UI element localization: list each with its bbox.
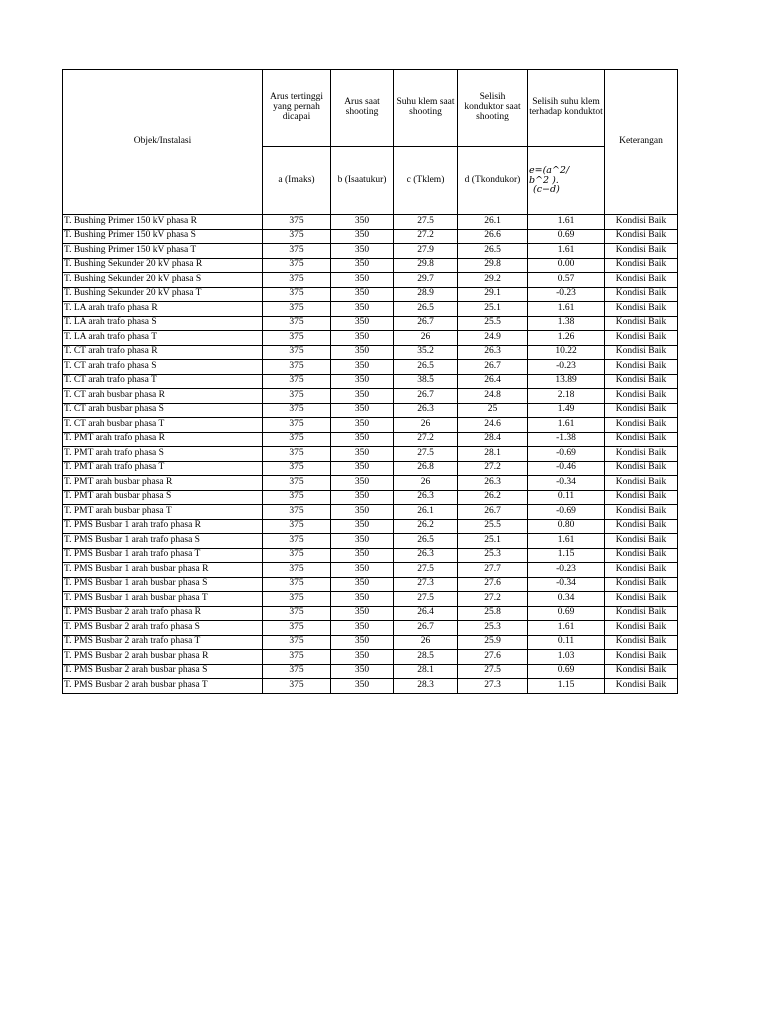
cell-keterangan: Kondisi Baik <box>605 621 678 636</box>
table-row <box>63 316 678 331</box>
col-d-sub: d (Tkondukor) <box>458 147 528 215</box>
cell-keterangan: Kondisi Baik <box>605 461 678 476</box>
cell-objek: T. PMT arah busbar phasa R <box>63 476 263 491</box>
table-row <box>63 548 678 563</box>
cell-d-tkonduktor: 25.3 <box>458 548 528 563</box>
cell-a-imaks: 375 <box>263 548 331 563</box>
cell-d-tkonduktor: 26.7 <box>458 505 528 520</box>
table-row <box>63 650 678 665</box>
cell-d-tkonduktor: 26.3 <box>458 476 528 491</box>
cell-c-tklem: 35.2 <box>394 345 458 360</box>
table-row <box>63 244 678 259</box>
cell-c-tklem: 26 <box>394 418 458 433</box>
cell-e-selisih: -0.69 <box>528 505 605 520</box>
cell-e-selisih: 1.15 <box>528 548 605 563</box>
cell-b-isaatukur: 350 <box>331 418 394 433</box>
cell-keterangan: Kondisi Baik <box>605 505 678 520</box>
cell-c-tklem: 27.2 <box>394 432 458 447</box>
table-row <box>63 447 678 462</box>
cell-d-tkonduktor: 26.1 <box>458 215 528 230</box>
cell-a-imaks: 375 <box>263 215 331 230</box>
cell-b-isaatukur: 350 <box>331 476 394 491</box>
cell-keterangan: Kondisi Baik <box>605 244 678 259</box>
cell-e-selisih: 1.61 <box>528 215 605 230</box>
cell-a-imaks: 375 <box>263 490 331 505</box>
table-row <box>63 403 678 418</box>
cell-keterangan: Kondisi Baik <box>605 548 678 563</box>
cell-keterangan: Kondisi Baik <box>605 606 678 621</box>
cell-b-isaatukur: 350 <box>331 664 394 679</box>
cell-objek: T. Bushing Sekunder 20 kV phasa S <box>63 273 263 288</box>
cell-objek: T. CT arah trafo phasa R <box>63 345 263 360</box>
cell-d-tkonduktor: 24.8 <box>458 389 528 404</box>
cell-objek: T. PMS Busbar 2 arah trafo phasa T <box>63 635 263 650</box>
cell-d-tkonduktor: 25.8 <box>458 606 528 621</box>
cell-b-isaatukur: 350 <box>331 577 394 592</box>
cell-keterangan: Kondisi Baik <box>605 577 678 592</box>
cell-objek: T. PMS Busbar 1 arah busbar phasa S <box>63 577 263 592</box>
cell-d-tkonduktor: 26.5 <box>458 244 528 259</box>
cell-b-isaatukur: 350 <box>331 258 394 273</box>
cell-a-imaks: 375 <box>263 635 331 650</box>
cell-objek: T. PMT arah trafo phasa S <box>63 447 263 462</box>
cell-a-imaks: 375 <box>263 360 331 375</box>
table-row <box>63 287 678 302</box>
table-row <box>63 331 678 346</box>
cell-b-isaatukur: 350 <box>331 490 394 505</box>
cell-d-tkonduktor: 28.1 <box>458 447 528 462</box>
cell-a-imaks: 375 <box>263 316 331 331</box>
cell-keterangan: Kondisi Baik <box>605 592 678 607</box>
cell-objek: T. Bushing Sekunder 20 kV phasa T <box>63 287 263 302</box>
cell-keterangan: Kondisi Baik <box>605 331 678 346</box>
inspection-table <box>62 69 678 694</box>
cell-c-tklem: 26.3 <box>394 490 458 505</box>
cell-a-imaks: 375 <box>263 592 331 607</box>
cell-e-selisih: 0.00 <box>528 258 605 273</box>
cell-d-tkonduktor: 27.7 <box>458 563 528 578</box>
cell-b-isaatukur: 350 <box>331 592 394 607</box>
cell-keterangan: Kondisi Baik <box>605 664 678 679</box>
col-b-sub: b (Isaatukur) <box>331 147 394 215</box>
cell-e-selisih: -1.38 <box>528 432 605 447</box>
cell-c-tklem: 38.5 <box>394 374 458 389</box>
cell-a-imaks: 375 <box>263 287 331 302</box>
cell-e-selisih: 2.18 <box>528 389 605 404</box>
cell-b-isaatukur: 350 <box>331 360 394 375</box>
table-row <box>63 476 678 491</box>
cell-c-tklem: 27.3 <box>394 577 458 592</box>
cell-d-tkonduktor: 27.3 <box>458 679 528 694</box>
table-row <box>63 534 678 549</box>
cell-a-imaks: 375 <box>263 418 331 433</box>
table-row <box>63 273 678 288</box>
cell-c-tklem: 28.1 <box>394 664 458 679</box>
cell-b-isaatukur: 350 <box>331 215 394 230</box>
cell-objek: T. CT arah busbar phasa S <box>63 403 263 418</box>
cell-a-imaks: 375 <box>263 461 331 476</box>
cell-c-tklem: 28.3 <box>394 679 458 694</box>
cell-objek: T. PMT arah busbar phasa T <box>63 505 263 520</box>
cell-a-imaks: 375 <box>263 244 331 259</box>
cell-objek: T. PMS Busbar 2 arah trafo phasa S <box>63 621 263 636</box>
cell-b-isaatukur: 350 <box>331 650 394 665</box>
cell-objek: T. Bushing Primer 150 kV phasa T <box>63 244 263 259</box>
cell-a-imaks: 375 <box>263 534 331 549</box>
cell-objek: T. PMT arah trafo phasa T <box>63 461 263 476</box>
cell-c-tklem: 26 <box>394 476 458 491</box>
cell-d-tkonduktor: 25.1 <box>458 534 528 549</box>
col-d-title: Selisih konduktor saat shooting <box>458 70 528 147</box>
cell-e-selisih: 1.38 <box>528 316 605 331</box>
cell-keterangan: Kondisi Baik <box>605 650 678 665</box>
cell-objek: T. PMS Busbar 1 arah trafo phasa T <box>63 548 263 563</box>
cell-keterangan: Kondisi Baik <box>605 374 678 389</box>
table-row <box>63 664 678 679</box>
cell-b-isaatukur: 350 <box>331 374 394 389</box>
cell-b-isaatukur: 350 <box>331 621 394 636</box>
table-row <box>63 389 678 404</box>
cell-c-tklem: 27.5 <box>394 447 458 462</box>
cell-d-tkonduktor: 24.6 <box>458 418 528 433</box>
table-row <box>63 360 678 375</box>
keterangan-header: Keterangan <box>605 70 678 215</box>
cell-c-tklem: 26 <box>394 331 458 346</box>
cell-e-selisih: 0.34 <box>528 592 605 607</box>
cell-b-isaatukur: 350 <box>331 389 394 404</box>
cell-objek: T. PMS Busbar 1 arah busbar phasa T <box>63 592 263 607</box>
cell-objek: T. CT arah trafo phasa T <box>63 374 263 389</box>
cell-b-isaatukur: 350 <box>331 403 394 418</box>
cell-keterangan: Kondisi Baik <box>605 389 678 404</box>
cell-d-tkonduktor: 25.1 <box>458 302 528 317</box>
cell-e-selisih: 0.80 <box>528 519 605 534</box>
table-row <box>63 621 678 636</box>
cell-a-imaks: 375 <box>263 505 331 520</box>
cell-keterangan: Kondisi Baik <box>605 287 678 302</box>
cell-b-isaatukur: 350 <box>331 287 394 302</box>
cell-c-tklem: 28.9 <box>394 287 458 302</box>
table-body <box>63 215 678 694</box>
cell-b-isaatukur: 350 <box>331 244 394 259</box>
cell-d-tkonduktor: 26.4 <box>458 374 528 389</box>
table-row <box>63 461 678 476</box>
cell-objek: T. PMS Busbar 1 arah trafo phasa R <box>63 519 263 534</box>
cell-keterangan: Kondisi Baik <box>605 302 678 317</box>
objek-header: Objek/Instalasi <box>63 70 263 215</box>
cell-b-isaatukur: 350 <box>331 302 394 317</box>
cell-e-selisih: -0.69 <box>528 447 605 462</box>
cell-d-tkonduktor: 28.4 <box>458 432 528 447</box>
cell-d-tkonduktor: 25 <box>458 403 528 418</box>
cell-objek: T. CT arah busbar phasa T <box>63 418 263 433</box>
cell-e-selisih: 1.49 <box>528 403 605 418</box>
cell-a-imaks: 375 <box>263 374 331 389</box>
cell-d-tkonduktor: 26.6 <box>458 229 528 244</box>
formula-line-3: (c−d) <box>533 184 560 196</box>
cell-objek: T. Bushing Sekunder 20 kV phasa R <box>63 258 263 273</box>
cell-c-tklem: 26.8 <box>394 461 458 476</box>
cell-objek: T. PMS Busbar 2 arah busbar phasa R <box>63 650 263 665</box>
cell-e-selisih: -0.23 <box>528 287 605 302</box>
table-row <box>63 258 678 273</box>
cell-b-isaatukur: 350 <box>331 548 394 563</box>
cell-keterangan: Kondisi Baik <box>605 229 678 244</box>
table-row <box>63 519 678 534</box>
cell-keterangan: Kondisi Baik <box>605 273 678 288</box>
cell-a-imaks: 375 <box>263 273 331 288</box>
cell-keterangan: Kondisi Baik <box>605 519 678 534</box>
cell-e-selisih: 1.61 <box>528 302 605 317</box>
cell-d-tkonduktor: 27.2 <box>458 592 528 607</box>
table-row <box>63 606 678 621</box>
cell-a-imaks: 375 <box>263 650 331 665</box>
cell-d-tkonduktor: 29.8 <box>458 258 528 273</box>
cell-e-selisih: -0.34 <box>528 476 605 491</box>
cell-keterangan: Kondisi Baik <box>605 215 678 230</box>
cell-c-tklem: 26.7 <box>394 316 458 331</box>
col-e-title: Selisih suhu klem terhadap konduktot <box>528 70 605 147</box>
cell-b-isaatukur: 350 <box>331 432 394 447</box>
cell-c-tklem: 26.3 <box>394 548 458 563</box>
cell-a-imaks: 375 <box>263 664 331 679</box>
table-row <box>63 432 678 447</box>
cell-objek: T. Bushing Primer 150 kV phasa R <box>63 215 263 230</box>
cell-b-isaatukur: 350 <box>331 679 394 694</box>
cell-e-selisih: -0.34 <box>528 577 605 592</box>
cell-b-isaatukur: 350 <box>331 635 394 650</box>
cell-c-tklem: 26 <box>394 635 458 650</box>
cell-a-imaks: 375 <box>263 258 331 273</box>
cell-objek: T. CT arah trafo phasa S <box>63 360 263 375</box>
cell-e-selisih: 1.61 <box>528 534 605 549</box>
cell-e-selisih: 0.69 <box>528 664 605 679</box>
cell-keterangan: Kondisi Baik <box>605 476 678 491</box>
cell-b-isaatukur: 350 <box>331 229 394 244</box>
cell-c-tklem: 26.1 <box>394 505 458 520</box>
table-row <box>63 505 678 520</box>
table-row <box>63 229 678 244</box>
cell-d-tkonduktor: 24.9 <box>458 331 528 346</box>
cell-a-imaks: 375 <box>263 577 331 592</box>
cell-b-isaatukur: 350 <box>331 461 394 476</box>
cell-a-imaks: 375 <box>263 229 331 244</box>
cell-keterangan: Kondisi Baik <box>605 447 678 462</box>
cell-e-selisih: 10.22 <box>528 345 605 360</box>
cell-keterangan: Kondisi Baik <box>605 345 678 360</box>
cell-a-imaks: 375 <box>263 389 331 404</box>
cell-e-selisih: 0.69 <box>528 229 605 244</box>
table-row <box>63 374 678 389</box>
cell-b-isaatukur: 350 <box>331 606 394 621</box>
cell-c-tklem: 27.2 <box>394 229 458 244</box>
cell-c-tklem: 27.9 <box>394 244 458 259</box>
cell-a-imaks: 375 <box>263 563 331 578</box>
cell-c-tklem: 29.7 <box>394 273 458 288</box>
cell-objek: T. PMT arah busbar phasa S <box>63 490 263 505</box>
cell-c-tklem: 26.7 <box>394 621 458 636</box>
cell-e-selisih: 1.15 <box>528 679 605 694</box>
cell-e-selisih: 1.03 <box>528 650 605 665</box>
cell-a-imaks: 375 <box>263 519 331 534</box>
cell-d-tkonduktor: 25.3 <box>458 621 528 636</box>
cell-b-isaatukur: 350 <box>331 505 394 520</box>
cell-objek: T. CT arah busbar phasa R <box>63 389 263 404</box>
cell-c-tklem: 26.2 <box>394 519 458 534</box>
cell-b-isaatukur: 350 <box>331 447 394 462</box>
cell-objek: T. PMS Busbar 2 arah trafo phasa R <box>63 606 263 621</box>
cell-d-tkonduktor: 26.3 <box>458 345 528 360</box>
cell-keterangan: Kondisi Baik <box>605 316 678 331</box>
cell-e-selisih: -0.23 <box>528 360 605 375</box>
cell-objek: T. LA arah trafo phasa R <box>63 302 263 317</box>
cell-objek: T. PMT arah trafo phasa R <box>63 432 263 447</box>
cell-a-imaks: 375 <box>263 302 331 317</box>
table-row <box>63 563 678 578</box>
cell-c-tklem: 27.5 <box>394 215 458 230</box>
cell-objek: T. Bushing Primer 150 kV phasa S <box>63 229 263 244</box>
cell-b-isaatukur: 350 <box>331 519 394 534</box>
col-c-title: Suhu klem saat shooting <box>394 70 458 147</box>
cell-keterangan: Kondisi Baik <box>605 490 678 505</box>
table-row <box>63 635 678 650</box>
cell-objek: T. LA arah trafo phasa T <box>63 331 263 346</box>
cell-d-tkonduktor: 25.5 <box>458 316 528 331</box>
cell-objek: T. PMS Busbar 1 arah busbar phasa R <box>63 563 263 578</box>
cell-d-tkonduktor: 27.6 <box>458 577 528 592</box>
cell-a-imaks: 375 <box>263 679 331 694</box>
cell-keterangan: Kondisi Baik <box>605 534 678 549</box>
cell-a-imaks: 375 <box>263 447 331 462</box>
cell-d-tkonduktor: 29.1 <box>458 287 528 302</box>
cell-b-isaatukur: 350 <box>331 273 394 288</box>
cell-objek: T. PMS Busbar 2 arah busbar phasa T <box>63 679 263 694</box>
cell-keterangan: Kondisi Baik <box>605 360 678 375</box>
cell-e-selisih: -0.23 <box>528 563 605 578</box>
table-row <box>63 418 678 433</box>
formula-line-1: e=(a^2/ <box>529 164 570 176</box>
cell-b-isaatukur: 350 <box>331 316 394 331</box>
cell-objek: T. LA arah trafo phasa S <box>63 316 263 331</box>
cell-d-tkonduktor: 25.9 <box>458 635 528 650</box>
cell-a-imaks: 375 <box>263 606 331 621</box>
cell-e-selisih: 1.26 <box>528 331 605 346</box>
cell-c-tklem: 27.5 <box>394 592 458 607</box>
cell-a-imaks: 375 <box>263 403 331 418</box>
cell-objek: T. PMS Busbar 2 arah busbar phasa S <box>63 664 263 679</box>
cell-a-imaks: 375 <box>263 621 331 636</box>
col-e-formula <box>528 147 605 215</box>
cell-keterangan: Kondisi Baik <box>605 563 678 578</box>
cell-keterangan: Kondisi Baik <box>605 432 678 447</box>
cell-objek: T. PMS Busbar 1 arah trafo phasa S <box>63 534 263 549</box>
cell-c-tklem: 26.5 <box>394 534 458 549</box>
cell-e-selisih: 0.57 <box>528 273 605 288</box>
cell-e-selisih: 0.69 <box>528 606 605 621</box>
table-row <box>63 577 678 592</box>
cell-e-selisih: 1.61 <box>528 621 605 636</box>
cell-e-selisih: 1.61 <box>528 418 605 433</box>
cell-keterangan: Kondisi Baik <box>605 258 678 273</box>
col-a-title: Arus tertinggi yang pernah dicapai <box>263 70 331 147</box>
cell-e-selisih: 0.11 <box>528 490 605 505</box>
cell-b-isaatukur: 350 <box>331 345 394 360</box>
formula-line-2: b^2 ). <box>529 174 559 186</box>
cell-c-tklem: 26.3 <box>394 403 458 418</box>
table-row <box>63 215 678 230</box>
cell-b-isaatukur: 350 <box>331 534 394 549</box>
cell-c-tklem: 27.5 <box>394 563 458 578</box>
cell-d-tkonduktor: 26.7 <box>458 360 528 375</box>
cell-e-selisih: -0.46 <box>528 461 605 476</box>
cell-a-imaks: 375 <box>263 432 331 447</box>
col-a-sub: a (Imaks) <box>263 147 331 215</box>
cell-d-tkonduktor: 29.2 <box>458 273 528 288</box>
table-row <box>63 679 678 694</box>
cell-c-tklem: 29.8 <box>394 258 458 273</box>
cell-c-tklem: 26.5 <box>394 360 458 375</box>
cell-a-imaks: 375 <box>263 476 331 491</box>
cell-c-tklem: 26.7 <box>394 389 458 404</box>
table-header <box>63 70 678 215</box>
cell-a-imaks: 375 <box>263 331 331 346</box>
table-row <box>63 592 678 607</box>
cell-keterangan: Kondisi Baik <box>605 403 678 418</box>
table-row <box>63 345 678 360</box>
cell-d-tkonduktor: 27.6 <box>458 650 528 665</box>
cell-c-tklem: 26.4 <box>394 606 458 621</box>
col-b-title: Arus saat shooting <box>331 70 394 147</box>
cell-e-selisih: 0.11 <box>528 635 605 650</box>
cell-keterangan: Kondisi Baik <box>605 635 678 650</box>
col-c-sub: c (Tklem) <box>394 147 458 215</box>
cell-d-tkonduktor: 25.5 <box>458 519 528 534</box>
cell-c-tklem: 26.5 <box>394 302 458 317</box>
cell-keterangan: Kondisi Baik <box>605 418 678 433</box>
table-row <box>63 302 678 317</box>
cell-d-tkonduktor: 27.5 <box>458 664 528 679</box>
cell-e-selisih: 13.89 <box>528 374 605 389</box>
cell-e-selisih: 1.61 <box>528 244 605 259</box>
table-row <box>63 490 678 505</box>
cell-c-tklem: 28.5 <box>394 650 458 665</box>
cell-d-tkonduktor: 26.2 <box>458 490 528 505</box>
cell-d-tkonduktor: 27.2 <box>458 461 528 476</box>
cell-b-isaatukur: 350 <box>331 563 394 578</box>
cell-keterangan: Kondisi Baik <box>605 679 678 694</box>
cell-a-imaks: 375 <box>263 345 331 360</box>
cell-b-isaatukur: 350 <box>331 331 394 346</box>
